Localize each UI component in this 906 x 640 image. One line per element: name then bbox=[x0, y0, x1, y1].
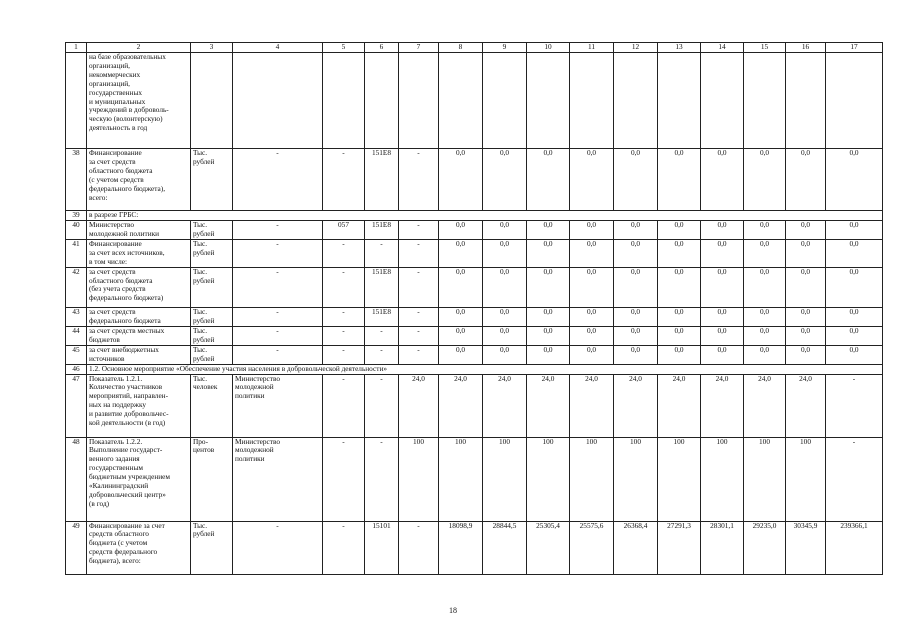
table-cell: - bbox=[233, 521, 323, 574]
table-cell: 0,0 bbox=[614, 345, 658, 364]
table-cell: 0,0 bbox=[570, 149, 614, 211]
indicator-name-cell: Финансирование за счет средств областного бюджета (с учетом средств федерального бюджета), всего: bbox=[87, 521, 191, 574]
table-cell: - bbox=[365, 345, 399, 364]
table-cell: 151Е8 bbox=[365, 267, 399, 307]
table-cell: 0,0 bbox=[744, 239, 786, 267]
table-cell: 0,0 bbox=[570, 345, 614, 364]
table-cell: 0,0 bbox=[701, 239, 744, 267]
table-cell: 29235,0 bbox=[744, 521, 786, 574]
column-number-cell: 15 bbox=[744, 43, 786, 53]
column-number-row bbox=[66, 43, 883, 53]
table-cell: 0,0 bbox=[786, 345, 826, 364]
table-cell: - bbox=[323, 345, 365, 364]
column-number-cell: 11 bbox=[570, 43, 614, 53]
table-cell: Тыс. рублей bbox=[191, 149, 233, 211]
table-cell: 239366,1 bbox=[826, 521, 883, 574]
table-cell: 0,0 bbox=[483, 326, 527, 345]
table-row bbox=[66, 53, 883, 149]
table-row bbox=[66, 307, 883, 326]
table-cell: - bbox=[399, 521, 439, 574]
table-cell: 0,0 bbox=[527, 239, 570, 267]
program-table bbox=[65, 42, 883, 575]
table-cell bbox=[233, 53, 323, 149]
table-cell: 0,0 bbox=[527, 267, 570, 307]
table-cell bbox=[701, 53, 744, 149]
column-number-cell: 12 bbox=[614, 43, 658, 53]
table-cell: 0,0 bbox=[786, 307, 826, 326]
table-cell: 0,0 bbox=[826, 307, 883, 326]
table-cell: - bbox=[399, 149, 439, 211]
table-cell bbox=[365, 53, 399, 149]
indicator-name-cell: за счет внебюджетных источников bbox=[87, 345, 191, 364]
table-cell: 25575,6 bbox=[570, 521, 614, 574]
table-cell: 0,0 bbox=[744, 345, 786, 364]
table-row bbox=[66, 211, 883, 221]
row-number-cell: 38 bbox=[66, 149, 87, 211]
table-cell: 100 bbox=[483, 437, 527, 521]
table-cell: 0,0 bbox=[701, 326, 744, 345]
table-cell bbox=[439, 53, 483, 149]
table-cell: 151Е8 bbox=[365, 149, 399, 211]
table-cell: 28301,1 bbox=[701, 521, 744, 574]
table-cell bbox=[658, 53, 701, 149]
table-cell: 0,0 bbox=[483, 345, 527, 364]
page-number: 18 bbox=[449, 606, 457, 615]
row-number-cell: 44 bbox=[66, 326, 87, 345]
table-cell: Тыс. рублей bbox=[191, 345, 233, 364]
indicator-name-cell: за счет средств федерального бюджета bbox=[87, 307, 191, 326]
row-number-cell: 42 bbox=[66, 267, 87, 307]
column-number-cell: 17 bbox=[826, 43, 883, 53]
table-cell bbox=[826, 53, 883, 149]
table-cell: Тыс. рублей bbox=[191, 220, 233, 239]
table-cell: 0,0 bbox=[570, 220, 614, 239]
column-number-cell: 5 bbox=[323, 43, 365, 53]
section-heading-cell: 1.2. Основное мероприятие «Обеспечение участия населения в добровольческой деятельности» bbox=[87, 364, 883, 374]
indicator-name-cell: Показатель 1.2.1. Количество участников мероприятий, направлен- ных на поддержку и развитие добровольчес- кой деятельности (в год) bbox=[87, 374, 191, 437]
table-cell: 100 bbox=[399, 437, 439, 521]
table-cell: 24,0 bbox=[701, 374, 744, 437]
table-cell: 28844,5 bbox=[483, 521, 527, 574]
indicator-name-cell: Министерство молодежной политики bbox=[87, 220, 191, 239]
table-cell: 0,0 bbox=[483, 149, 527, 211]
table-cell: Про- центов bbox=[191, 437, 233, 521]
table-cell: - bbox=[323, 149, 365, 211]
table-cell: 30345,9 bbox=[786, 521, 826, 574]
table-cell: 100 bbox=[570, 437, 614, 521]
table-cell: 0,0 bbox=[826, 220, 883, 239]
table-row bbox=[66, 267, 883, 307]
table-cell: 24,0 bbox=[527, 374, 570, 437]
table-cell: - bbox=[323, 307, 365, 326]
table-cell: 26368,4 bbox=[614, 521, 658, 574]
column-number-cell: 2 bbox=[87, 43, 191, 53]
table-cell: 25305,4 bbox=[527, 521, 570, 574]
table-cell: - bbox=[323, 437, 365, 521]
table-cell: - bbox=[399, 345, 439, 364]
row-number-cell: 45 bbox=[66, 345, 87, 364]
table-cell: 0,0 bbox=[658, 307, 701, 326]
table-cell: 0,0 bbox=[483, 220, 527, 239]
table-cell: 0,0 bbox=[826, 345, 883, 364]
table-cell: 0,0 bbox=[614, 149, 658, 211]
table-cell: - bbox=[399, 326, 439, 345]
row-number-cell: 40 bbox=[66, 220, 87, 239]
table-cell: 0,0 bbox=[570, 326, 614, 345]
table-cell: Тыс. рублей bbox=[191, 307, 233, 326]
table-cell: 0,0 bbox=[658, 239, 701, 267]
row-number-cell: 43 bbox=[66, 307, 87, 326]
table-cell: - bbox=[233, 307, 323, 326]
column-number-cell: 9 bbox=[483, 43, 527, 53]
table-cell: 0,0 bbox=[744, 307, 786, 326]
table-cell: 0,0 bbox=[744, 220, 786, 239]
table-cell: 0,0 bbox=[483, 307, 527, 326]
table-cell: 0,0 bbox=[744, 326, 786, 345]
table-row bbox=[66, 220, 883, 239]
table-cell: 0,0 bbox=[658, 220, 701, 239]
table-cell: - bbox=[826, 374, 883, 437]
table-cell: 0,0 bbox=[826, 267, 883, 307]
table-cell: 0,0 bbox=[786, 149, 826, 211]
table-row bbox=[66, 326, 883, 345]
table-cell: 0,0 bbox=[826, 326, 883, 345]
table-cell: 0,0 bbox=[826, 149, 883, 211]
table-cell: 0,0 bbox=[527, 345, 570, 364]
table-cell: 0,0 bbox=[527, 326, 570, 345]
table-cell: 0,0 bbox=[439, 307, 483, 326]
section-heading-cell: в разрезе ГРБС: bbox=[87, 211, 883, 221]
table-cell: - bbox=[365, 374, 399, 437]
table-cell: 0,0 bbox=[483, 267, 527, 307]
table-cell: 24,0 bbox=[483, 374, 527, 437]
table-cell: 0,0 bbox=[614, 239, 658, 267]
table-cell: - bbox=[233, 345, 323, 364]
table-cell: - bbox=[233, 149, 323, 211]
indicator-name-cell: на базе образовательных организаций, некоммерческих организаций, государственных и муниципальных учреждений в доброволь- ческую (волонтерскую) деятельность в год bbox=[87, 53, 191, 149]
table-cell: 100 bbox=[744, 437, 786, 521]
table-cell bbox=[191, 53, 233, 149]
table-cell: - bbox=[323, 239, 365, 267]
table-cell: 0,0 bbox=[701, 345, 744, 364]
table-cell: Министерство молодежной политики bbox=[233, 374, 323, 437]
table-cell bbox=[614, 53, 658, 149]
table-cell: - bbox=[365, 239, 399, 267]
table-cell: - bbox=[399, 307, 439, 326]
table-cell: 0,0 bbox=[786, 220, 826, 239]
table-cell: 0,0 bbox=[439, 149, 483, 211]
row-number-cell: 49 bbox=[66, 521, 87, 574]
table-cell bbox=[744, 53, 786, 149]
table-cell: 0,0 bbox=[701, 267, 744, 307]
table-cell: 151Е8 bbox=[365, 307, 399, 326]
table-cell bbox=[483, 53, 527, 149]
table-cell: 0,0 bbox=[744, 149, 786, 211]
table-cell: 0,0 bbox=[439, 220, 483, 239]
table-cell: 0,0 bbox=[527, 307, 570, 326]
table-cell: 0,0 bbox=[701, 149, 744, 211]
table-row bbox=[66, 521, 883, 574]
row-number-cell: 46 bbox=[66, 364, 87, 374]
column-number-cell: 4 bbox=[233, 43, 323, 53]
column-number-cell: 16 bbox=[786, 43, 826, 53]
table-cell: 0,0 bbox=[826, 239, 883, 267]
table-cell: Тыс. человек bbox=[191, 374, 233, 437]
table-cell: - bbox=[399, 267, 439, 307]
table-cell: Тыс. рублей bbox=[191, 326, 233, 345]
row-number-cell: 47 bbox=[66, 374, 87, 437]
row-number-cell: 41 bbox=[66, 239, 87, 267]
table-cell bbox=[323, 53, 365, 149]
table-cell: 24,0 bbox=[658, 374, 701, 437]
table-cell: - bbox=[399, 239, 439, 267]
column-number-cell: 7 bbox=[399, 43, 439, 53]
table-cell: 100 bbox=[614, 437, 658, 521]
indicator-name-cell: за счет средств местных бюджетов bbox=[87, 326, 191, 345]
table-cell: 0,0 bbox=[527, 149, 570, 211]
table-cell: 0,0 bbox=[614, 220, 658, 239]
table-cell: 24,0 bbox=[399, 374, 439, 437]
table-cell: 0,0 bbox=[439, 326, 483, 345]
table-cell: 24,0 bbox=[439, 374, 483, 437]
table-cell bbox=[399, 53, 439, 149]
row-number-cell: 39 bbox=[66, 211, 87, 221]
table-cell: 0,0 bbox=[614, 307, 658, 326]
table-cell: 15101 bbox=[365, 521, 399, 574]
table-cell: 0,0 bbox=[614, 326, 658, 345]
table-cell: 151Е8 bbox=[365, 220, 399, 239]
table-cell: Тыс. рублей bbox=[191, 267, 233, 307]
table-cell: - bbox=[233, 326, 323, 345]
column-number-cell: 13 bbox=[658, 43, 701, 53]
table-cell: 0,0 bbox=[570, 267, 614, 307]
table-cell: - bbox=[233, 267, 323, 307]
table-cell: 27291,3 bbox=[658, 521, 701, 574]
table-row bbox=[66, 345, 883, 364]
table-cell: Тыс. рублей bbox=[191, 239, 233, 267]
table-cell: 100 bbox=[701, 437, 744, 521]
column-number-cell: 6 bbox=[365, 43, 399, 53]
table-row bbox=[66, 364, 883, 374]
column-number-cell: 10 bbox=[527, 43, 570, 53]
table-cell: - bbox=[323, 374, 365, 437]
table-cell: - bbox=[323, 326, 365, 345]
table-cell: 0,0 bbox=[614, 267, 658, 307]
indicator-name-cell: Финансирование за счет средств областного бюджета (с учетом средств федерального бюджета), всего: bbox=[87, 149, 191, 211]
table-row bbox=[66, 374, 883, 437]
table-cell: - bbox=[399, 220, 439, 239]
table-cell: - bbox=[323, 521, 365, 574]
table-cell bbox=[570, 53, 614, 149]
column-number-cell: 1 bbox=[66, 43, 87, 53]
table-row bbox=[66, 437, 883, 521]
table-cell: 100 bbox=[527, 437, 570, 521]
indicator-name-cell: Финансирование за счет всех источников, в том числе: bbox=[87, 239, 191, 267]
table-cell: 057 bbox=[323, 220, 365, 239]
table-cell: 0,0 bbox=[439, 239, 483, 267]
column-number-cell: 14 bbox=[701, 43, 744, 53]
column-number-cell: 8 bbox=[439, 43, 483, 53]
table-cell: 100 bbox=[658, 437, 701, 521]
indicator-name-cell: за счет средств областного бюджета (без учета средств федерального бюджета) bbox=[87, 267, 191, 307]
table-cell: 0,0 bbox=[786, 326, 826, 345]
table-cell: 0,0 bbox=[570, 239, 614, 267]
table-cell: - bbox=[323, 267, 365, 307]
table-cell: Тыс. рублей bbox=[191, 521, 233, 574]
row-number-cell: 48 bbox=[66, 437, 87, 521]
table-cell: 0,0 bbox=[786, 239, 826, 267]
row-number-cell bbox=[66, 53, 87, 149]
table-cell: - bbox=[365, 437, 399, 521]
table-cell: - bbox=[233, 220, 323, 239]
table-cell: 100 bbox=[786, 437, 826, 521]
table-cell: 0,0 bbox=[527, 220, 570, 239]
table-cell: 0,0 bbox=[701, 220, 744, 239]
table-cell: 100 bbox=[439, 437, 483, 521]
table-row bbox=[66, 149, 883, 211]
table-cell: 0,0 bbox=[786, 267, 826, 307]
table-row bbox=[66, 239, 883, 267]
table-cell: 0,0 bbox=[439, 267, 483, 307]
table-cell: 24,0 bbox=[744, 374, 786, 437]
table-cell: 0,0 bbox=[744, 267, 786, 307]
table-body bbox=[66, 43, 883, 575]
table-cell: Министерство молодежной политики bbox=[233, 437, 323, 521]
table-cell: 0,0 bbox=[439, 345, 483, 364]
table-cell: 0,0 bbox=[570, 307, 614, 326]
indicator-name-cell: Показатель 1.2.2. Выполнение государст- венного задания государственным бюджетным учреждением «Калининградский добровольческий центр» (в год) bbox=[87, 437, 191, 521]
table-cell: 0,0 bbox=[658, 345, 701, 364]
table-cell: - bbox=[365, 326, 399, 345]
table-cell: 0,0 bbox=[658, 149, 701, 211]
table-cell: 24,0 bbox=[614, 374, 658, 437]
table-cell: 18098,9 bbox=[439, 521, 483, 574]
table-cell: 0,0 bbox=[658, 326, 701, 345]
table-cell: 24,0 bbox=[786, 374, 826, 437]
table-cell bbox=[786, 53, 826, 149]
column-number-cell: 3 bbox=[191, 43, 233, 53]
table-cell: - bbox=[233, 239, 323, 267]
table-cell bbox=[527, 53, 570, 149]
table-cell: 0,0 bbox=[701, 307, 744, 326]
table-cell: 0,0 bbox=[483, 239, 527, 267]
table-cell: 24,0 bbox=[570, 374, 614, 437]
table-cell: - bbox=[826, 437, 883, 521]
table-cell: 0,0 bbox=[658, 267, 701, 307]
